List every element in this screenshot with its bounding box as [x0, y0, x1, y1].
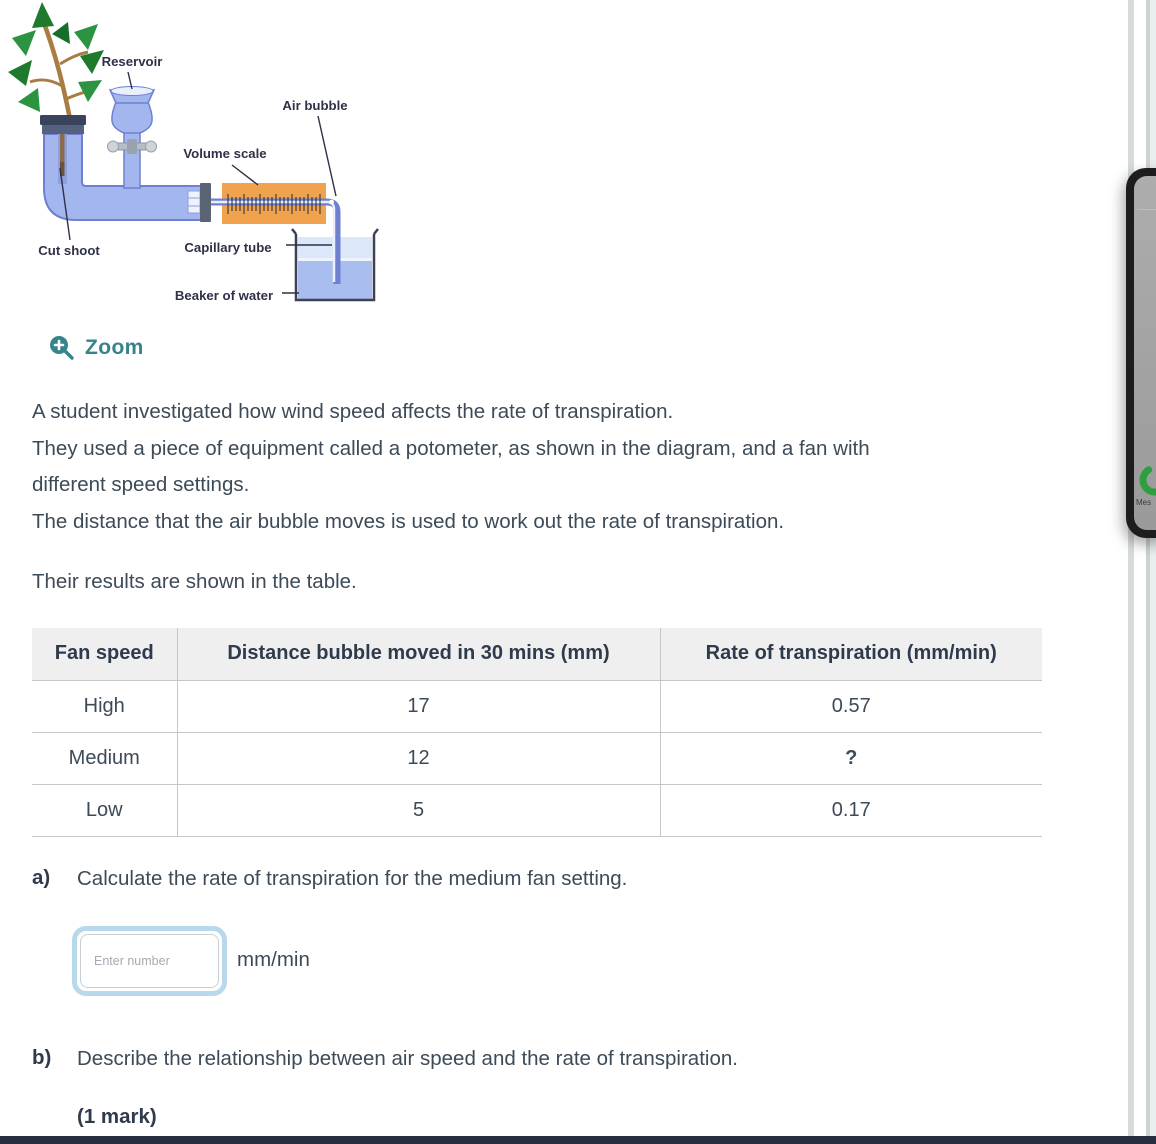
table-row	[32, 680, 1042, 732]
answer-unit-label: mm/min	[237, 948, 310, 971]
diagram-label-reservoir: Reservoir	[101, 54, 163, 69]
zoom-button[interactable]	[48, 334, 144, 361]
question-a-label: a)	[32, 866, 51, 889]
reservoir-shape	[108, 87, 157, 189]
question-a-text: Calculate the rate of transpiration for the medium fan setting.	[77, 867, 628, 890]
cell-distance-high: 17	[177, 680, 660, 732]
intro-paragraph-1: A student investigated how wind speed affects the rate of transpiration.	[32, 400, 674, 423]
cell-rate-medium-unknown: ?	[660, 732, 1042, 784]
cell-rate-low: 0.17	[660, 784, 1042, 836]
intro-paragraph-3: The distance that the air bubble moves is used to work out the rate of transpiration.	[32, 510, 785, 533]
diagram-label-beaker-of-water: Beaker of water	[174, 288, 274, 303]
table-row	[32, 732, 1042, 784]
message-widget-body	[1134, 176, 1156, 530]
cell-fan-high: High	[32, 680, 177, 732]
message-app-icon	[1138, 463, 1156, 497]
panel-divider	[1137, 209, 1156, 210]
question-b-label: b)	[32, 1046, 52, 1069]
intro-paragraph-2-line-1: They used a piece of equipment called a potometer, as shown in the diagram, and a fan with	[32, 437, 870, 460]
potometer-diagram	[0, 0, 430, 322]
zoom-button-label: Zoom	[85, 335, 144, 359]
diagram-label-air-bubble: Air bubble	[282, 98, 348, 113]
cell-fan-low: Low	[32, 784, 177, 836]
results-table	[32, 628, 1042, 837]
cell-distance-medium: 12	[177, 732, 660, 784]
stopper	[40, 115, 86, 134]
air-bubble-shape	[329, 200, 334, 205]
message-widget-panel[interactable]	[1126, 168, 1156, 538]
plant	[8, 2, 104, 119]
diagram-label-capillary-tube: Capillary tube	[184, 240, 272, 255]
answer-input-wrapper	[72, 926, 227, 996]
header-distance: Distance bubble moved in 30 mins (mm)	[177, 628, 660, 680]
intro-paragraph-4: Their results are shown in the table.	[32, 570, 357, 593]
header-rate: Rate of transpiration (mm/min)	[660, 628, 1042, 680]
diagram-label-cut-shoot: Cut shoot	[38, 243, 100, 258]
cell-rate-high: 0.57	[660, 680, 1042, 732]
diagram-label-volume-scale: Volume scale	[183, 146, 267, 161]
table-row	[32, 784, 1042, 836]
bottom-bar	[0, 1136, 1156, 1144]
cell-distance-low: 5	[177, 784, 660, 836]
message-widget-label: Mes	[1136, 498, 1152, 507]
table-header-row	[32, 628, 1042, 680]
cell-fan-medium: Medium	[32, 732, 177, 784]
question-b-text: Describe the relationship between air speed and the rate of transpiration.	[77, 1047, 738, 1070]
intro-paragraph-2-line-2: different speed settings.	[32, 473, 250, 496]
question-b-marks: (1 mark)	[77, 1105, 157, 1128]
zoom-in-icon	[48, 334, 75, 361]
answer-input[interactable]	[80, 934, 219, 988]
header-fan-speed: Fan speed	[32, 628, 177, 680]
